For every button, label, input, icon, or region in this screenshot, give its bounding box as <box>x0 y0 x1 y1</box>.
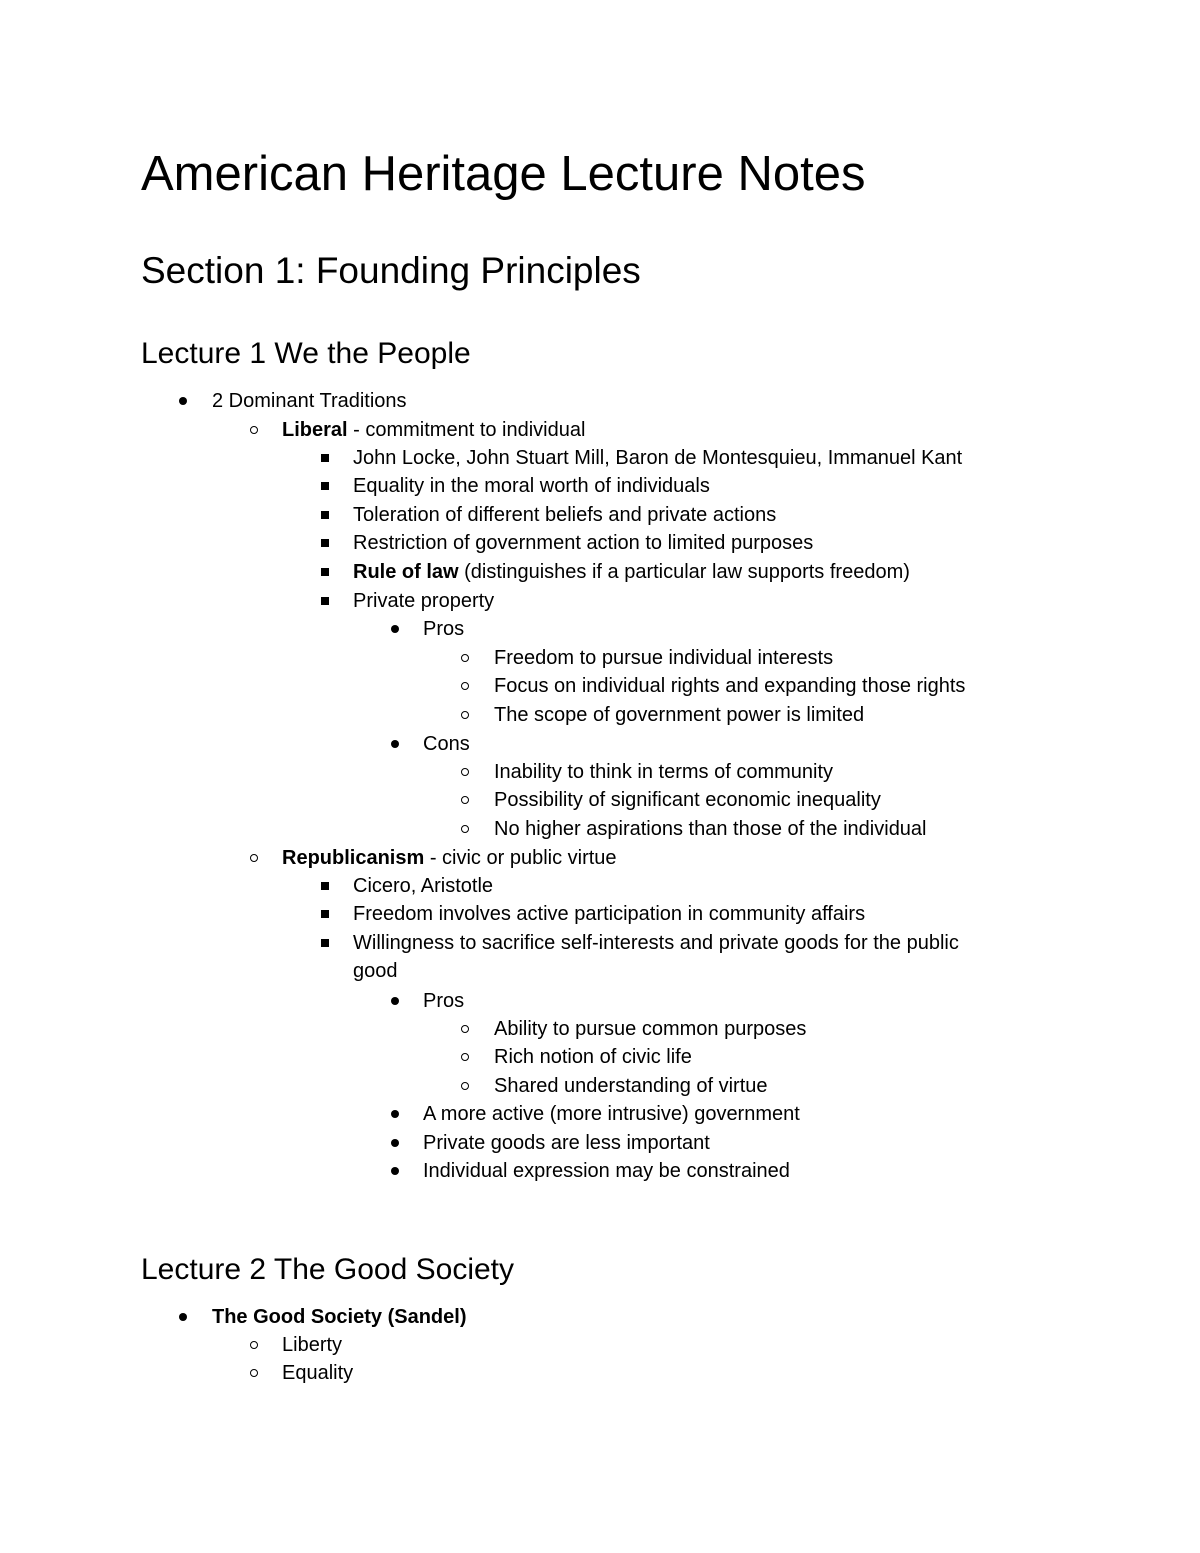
list-item: John Locke, John Stuart Mill, Baron de Montesquieu, Immanuel Kant <box>317 444 962 472</box>
disc-bullet-icon <box>176 387 190 415</box>
list-item: Pros <box>388 987 464 1015</box>
list-item: Liberal - commitment to individual <box>247 416 585 444</box>
list-item: Rich notion of civic life <box>458 1043 692 1071</box>
list-item: The Good Society (Sandel) <box>176 1303 466 1331</box>
disc-bullet-icon <box>388 1100 402 1128</box>
circle-bullet-icon <box>247 416 261 444</box>
circle-bullet-icon <box>458 644 472 672</box>
section-heading: Section 1: Founding Principles <box>141 250 641 291</box>
rule-of-law-label: Rule of law <box>353 561 459 583</box>
circle-bullet-icon <box>247 1359 261 1387</box>
disc-bullet-icon <box>388 730 402 758</box>
list-item: The scope of government power is limited <box>458 701 864 729</box>
disc-bullet-icon <box>388 615 402 643</box>
document-title: American Heritage Lecture Notes <box>141 147 866 201</box>
circle-bullet-icon <box>458 815 472 843</box>
list-item: Freedom to pursue individual interests <box>458 644 833 672</box>
square-bullet-icon <box>317 929 331 957</box>
list-item-continuation: good <box>353 960 398 982</box>
list-item: Individual expression may be constrained <box>388 1157 790 1185</box>
circle-bullet-icon <box>458 1043 472 1071</box>
disc-bullet-icon <box>176 1303 190 1331</box>
republicanism-label: Republicanism <box>282 847 425 869</box>
list-item: Possibility of significant economic inequality <box>458 786 881 814</box>
circle-bullet-icon <box>458 672 472 700</box>
list-item: Inability to think in terms of community <box>458 758 833 786</box>
list-item: Liberty <box>247 1331 342 1359</box>
list-item: Shared understanding of virtue <box>458 1072 768 1100</box>
list-item: Private goods are less important <box>388 1129 710 1157</box>
disc-bullet-icon <box>388 1157 402 1185</box>
list-item: Cicero, Aristotle <box>317 872 493 900</box>
list-item: Private property <box>317 587 494 615</box>
list-item: No higher aspirations than those of the individual <box>458 815 927 843</box>
list-item: 2 Dominant Traditions <box>176 387 407 415</box>
circle-bullet-icon <box>458 758 472 786</box>
lecture-1-heading: Lecture 1 We the People <box>141 337 471 370</box>
square-bullet-icon <box>317 529 331 557</box>
list-item: Rule of law (distinguishes if a particular law supports freedom) <box>317 558 910 586</box>
list-item: Equality <box>247 1359 353 1387</box>
disc-bullet-icon <box>388 1129 402 1157</box>
lecture-2-heading: Lecture 2 The Good Society <box>141 1253 515 1286</box>
square-bullet-icon <box>317 900 331 928</box>
circle-bullet-icon <box>458 1072 472 1100</box>
list-item: Toleration of different beliefs and private actions <box>317 501 776 529</box>
list-item: Restriction of government action to limited purposes <box>317 529 813 557</box>
disc-bullet-icon <box>388 987 402 1015</box>
square-bullet-icon <box>317 444 331 472</box>
circle-bullet-icon <box>458 701 472 729</box>
square-bullet-icon <box>317 872 331 900</box>
liberal-label: Liberal <box>282 419 348 441</box>
list-item: Freedom involves active participation in community affairs <box>317 900 865 928</box>
list-item: Republicanism - civic or public virtue <box>247 844 617 872</box>
square-bullet-icon <box>317 587 331 615</box>
list-item: A more active (more intrusive) government <box>388 1100 800 1128</box>
square-bullet-icon <box>317 501 331 529</box>
list-item: Focus on individual rights and expanding those rights <box>458 672 965 700</box>
circle-bullet-icon <box>458 1015 472 1043</box>
list-item: Ability to pursue common purposes <box>458 1015 806 1043</box>
circle-bullet-icon <box>458 786 472 814</box>
list-item: Pros <box>388 615 464 643</box>
square-bullet-icon <box>317 472 331 500</box>
list-item: Equality in the moral worth of individuals <box>317 472 710 500</box>
list-item: Cons <box>388 730 470 758</box>
list-item: Willingness to sacrifice self-interests and private goods for the public <box>317 929 959 957</box>
square-bullet-icon <box>317 558 331 586</box>
circle-bullet-icon <box>247 844 261 872</box>
circle-bullet-icon <box>247 1331 261 1359</box>
